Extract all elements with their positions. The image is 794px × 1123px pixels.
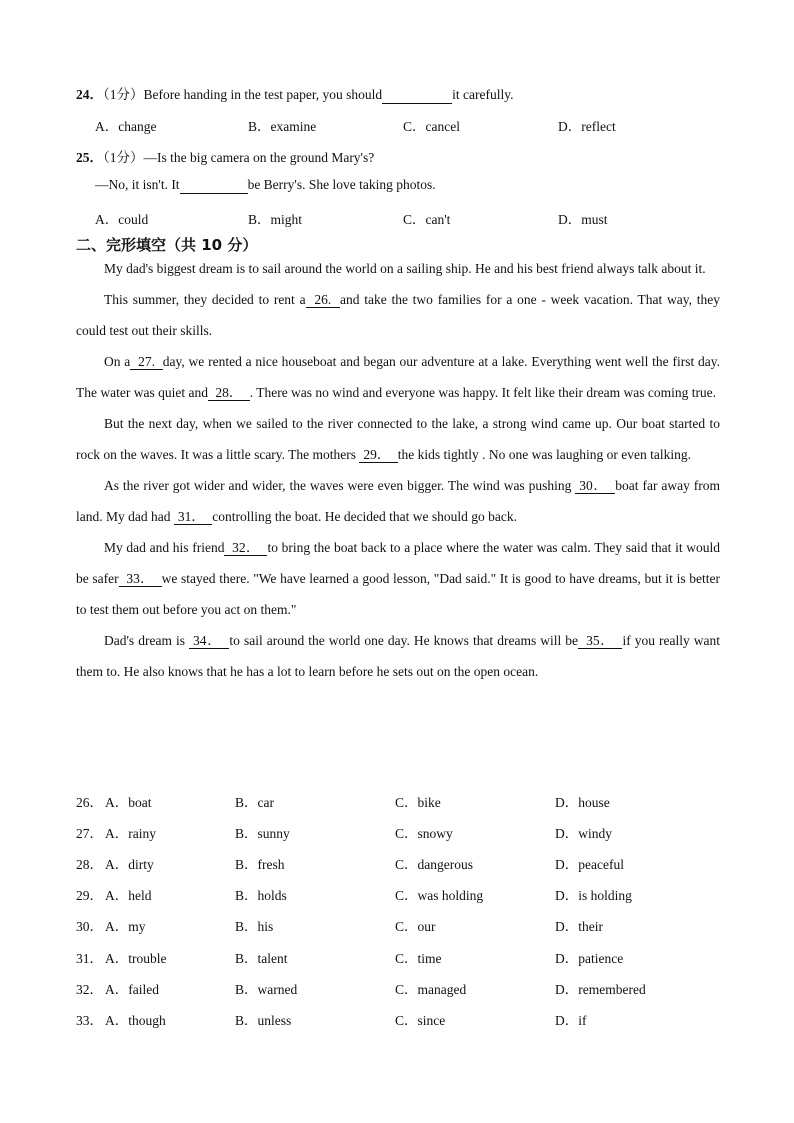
option-a[interactable]: A．dirty bbox=[105, 857, 154, 872]
option-d[interactable]: D．if bbox=[555, 1013, 587, 1028]
blank-33[interactable]: 33． bbox=[119, 571, 162, 587]
blank-32[interactable]: 32． bbox=[224, 540, 267, 556]
option-b[interactable]: B．might bbox=[248, 212, 303, 227]
passage-paragraph-5: As the river got wider and wider, the waves were even bigger. The wind was pushing 30． boat far away from land. My dad had 31． controlling the boat. He decided that we should go back. bbox=[76, 478, 721, 524]
choice-number: 26． bbox=[76, 795, 103, 810]
passage-paragraph-6: My dad and his friend 32． to bring the boat back to a place where the water was calm. They said that it would be safer 33． we stayed there. "We have learned a good lesson, "Dad said." It is good to have dreams, but it is better to test them out before you act on them." bbox=[76, 540, 720, 617]
option-d[interactable]: D．peaceful bbox=[555, 857, 624, 872]
choice-number: 29． bbox=[76, 888, 103, 903]
option-c[interactable]: C．time bbox=[395, 951, 442, 966]
answer-blank[interactable] bbox=[382, 87, 452, 104]
question-24-options bbox=[95, 115, 655, 133]
option-b[interactable]: B．unless bbox=[235, 1013, 292, 1028]
choice-row-32 bbox=[76, 978, 716, 996]
option-d[interactable]: D．their bbox=[555, 919, 603, 934]
option-b[interactable]: B．warned bbox=[235, 982, 298, 997]
question-25-options bbox=[95, 208, 655, 226]
choice-number: 30． bbox=[76, 919, 103, 934]
option-a[interactable]: A．rainy bbox=[105, 826, 156, 841]
option-a[interactable]: A．could bbox=[95, 212, 149, 227]
cloze-passage bbox=[76, 253, 720, 687]
option-c[interactable]: C．managed bbox=[395, 982, 467, 997]
choice-row-30 bbox=[76, 915, 716, 933]
option-d[interactable]: D．is holding bbox=[555, 888, 632, 903]
option-a[interactable]: A．failed bbox=[105, 982, 159, 997]
choice-row-26 bbox=[76, 791, 716, 809]
question-text-after: it carefully. bbox=[452, 87, 514, 102]
option-a[interactable]: A．boat bbox=[105, 795, 152, 810]
question-24 bbox=[76, 83, 514, 104]
option-a[interactable]: A．trouble bbox=[105, 951, 167, 966]
question-text: —Is the big camera on the ground Mary's? bbox=[143, 150, 375, 165]
option-a[interactable]: A．though bbox=[105, 1013, 166, 1028]
choice-row-31 bbox=[76, 947, 716, 965]
question-score: （1分） bbox=[103, 150, 144, 165]
option-d[interactable]: D．must bbox=[558, 212, 608, 227]
option-b[interactable]: B．examine bbox=[248, 119, 317, 134]
question-number: 25． bbox=[76, 150, 103, 165]
choice-row-27 bbox=[76, 822, 716, 840]
question-number: 24． bbox=[76, 87, 103, 102]
option-b[interactable]: B．car bbox=[235, 795, 274, 810]
blank-27[interactable]: 27. bbox=[130, 354, 162, 370]
blank-28[interactable]: 28． bbox=[208, 385, 250, 401]
blank-31[interactable]: 31． bbox=[174, 509, 212, 525]
option-d[interactable]: D．patience bbox=[555, 951, 624, 966]
choice-number: 28． bbox=[76, 857, 103, 872]
option-b[interactable]: B．fresh bbox=[235, 857, 285, 872]
choice-row-28 bbox=[76, 853, 716, 871]
passage-paragraph-1: My dad's biggest dream is to sail around the world on a sailing ship. He and his best friend always talk about it. bbox=[104, 261, 706, 276]
option-c[interactable]: C．bike bbox=[395, 795, 441, 810]
blank-34[interactable]: 34． bbox=[189, 633, 229, 649]
blank-30[interactable]: 30． bbox=[575, 478, 615, 494]
question-text-before: Before handing in the test paper, you should bbox=[143, 87, 383, 102]
blank-29[interactable]: 29． bbox=[359, 447, 397, 463]
choice-row-33 bbox=[76, 1009, 716, 1027]
passage-paragraph-2: This summer, they decided to rent a 26. and take the two families for a one - week vacation. That way, they could test out their skills. bbox=[76, 292, 720, 338]
choice-number: 33． bbox=[76, 1013, 103, 1028]
answer-blank[interactable] bbox=[180, 177, 248, 194]
question-25-reply bbox=[95, 177, 436, 194]
option-d[interactable]: D．remembered bbox=[555, 982, 646, 997]
question-score: （1分） bbox=[103, 87, 144, 102]
option-c[interactable]: C．since bbox=[395, 1013, 446, 1028]
blank-26[interactable]: 26. bbox=[306, 292, 340, 308]
option-c[interactable]: C．cancel bbox=[403, 119, 460, 134]
passage-paragraph-7: Dad's dream is 34． to sail around the world one day. He knows that dreams will be 35． if you really want them to. He also knows that he has a lot to learn before he sets out on the open ocean. bbox=[76, 633, 721, 679]
option-d[interactable]: D．reflect bbox=[558, 119, 616, 134]
choice-number: 31． bbox=[76, 951, 103, 966]
option-c[interactable]: C．can't bbox=[403, 212, 451, 227]
option-c[interactable]: C．our bbox=[395, 919, 436, 934]
option-c[interactable]: C．snowy bbox=[395, 826, 453, 841]
option-b[interactable]: B．sunny bbox=[235, 826, 290, 841]
blank-35[interactable]: 35． bbox=[578, 633, 622, 649]
reply-text-before: —No, it isn't. It bbox=[95, 177, 180, 192]
option-c[interactable]: C．was holding bbox=[395, 888, 484, 903]
choice-number: 27． bbox=[76, 826, 103, 841]
question-25 bbox=[76, 146, 374, 166]
choice-number: 32． bbox=[76, 982, 103, 997]
option-d[interactable]: D．house bbox=[555, 795, 610, 810]
option-d[interactable]: D．windy bbox=[555, 826, 612, 841]
passage-paragraph-3: On a 27. day, we rented a nice houseboat and began our adventure at a lake. Everything went well the first day. The water was quiet and 28． . There was no wind and everyone was happy. It felt like their dream was coming true. bbox=[76, 354, 720, 400]
option-b[interactable]: B．holds bbox=[235, 888, 287, 903]
option-b[interactable]: B．his bbox=[235, 919, 274, 934]
passage-paragraph-4: But the next day, when we sailed to the river connected to the lake, a strong wind came up. Our boat started to rock on the waves. It was a little scary. The mothers 29． the kids tightly . No one was laughing or even talking. bbox=[76, 416, 720, 462]
choice-row-29 bbox=[76, 884, 716, 902]
section-heading: 二、完形填空（共 10 分） bbox=[76, 236, 258, 254]
reply-text-after: be Berry's. She love taking photos. bbox=[247, 177, 436, 192]
option-a[interactable]: A．change bbox=[95, 119, 157, 134]
option-a[interactable]: A．held bbox=[105, 888, 152, 903]
option-a[interactable]: A．my bbox=[105, 919, 146, 934]
option-c[interactable]: C．dangerous bbox=[395, 857, 473, 872]
option-b[interactable]: B．talent bbox=[235, 951, 288, 966]
